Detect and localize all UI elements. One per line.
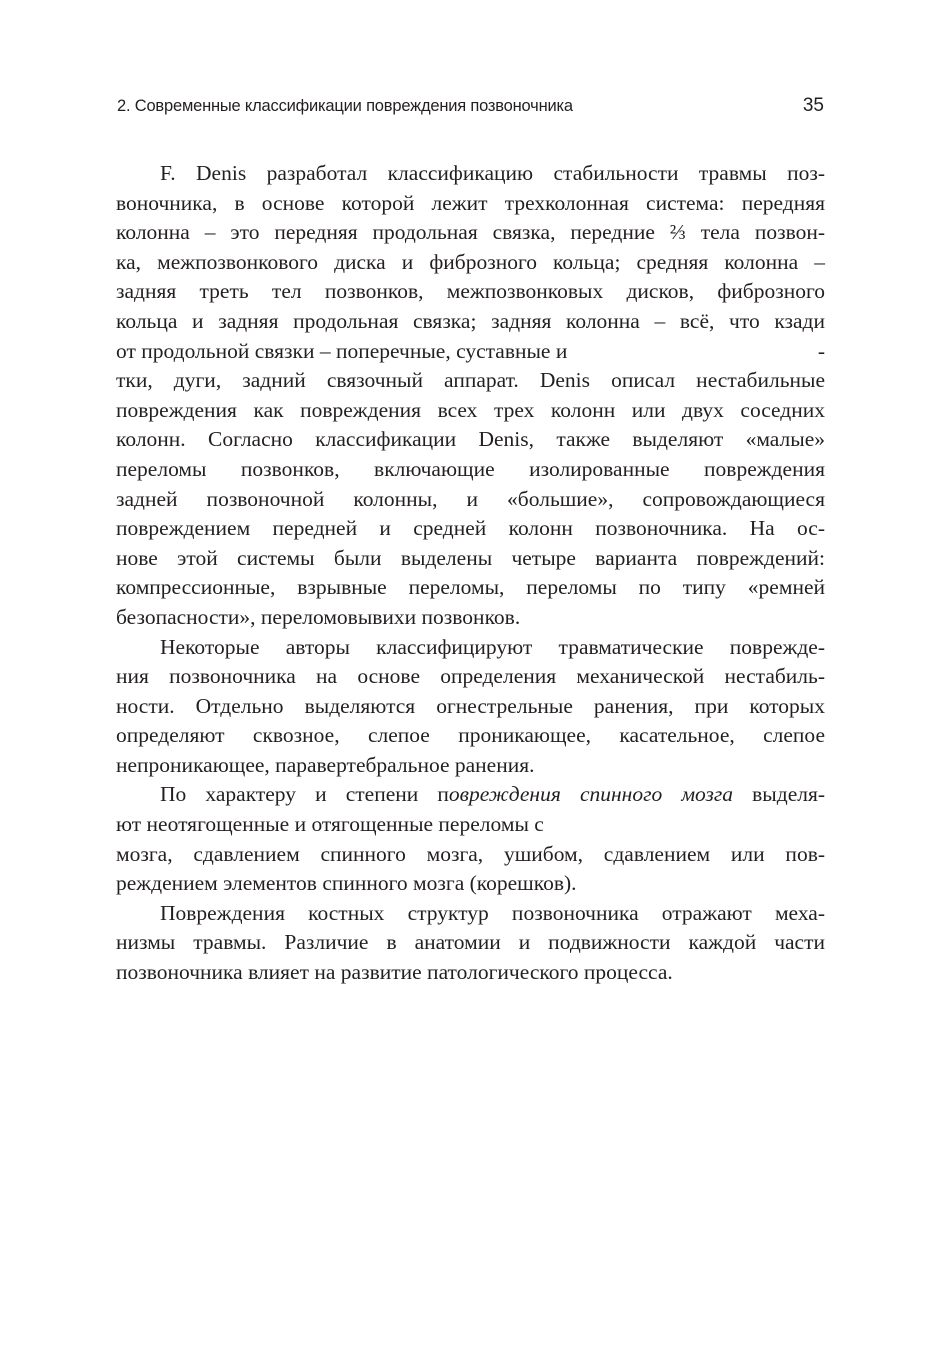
text-line: компрессионные, взрывные переломы, переломы по типу «ремней — [116, 575, 825, 600]
text-line: определяют сквозное, слепое проникающее, касательное, слепое — [116, 723, 825, 748]
paragraph-denis-classification — [116, 159, 825, 633]
text-run: По характеру и степени п — [160, 782, 449, 807]
text-line: ности. Отдельно выделяются огнестрельные ранения, при которых — [116, 693, 825, 718]
text-line-mixed — [116, 780, 825, 810]
text-line: повреждения как повреждения всех трех колонн или двух соседних — [116, 397, 825, 422]
text-line: кольца и задняя продольная связка; задняя колонна – всё, что кзади — [116, 308, 825, 333]
text-line: колонна – это передняя продольная связка, передние ⅔ тела позвон- — [116, 220, 825, 245]
text-line: нове этой системы были выделены четыре варианта повреждений: — [116, 545, 825, 570]
text-line: ка, межпозвонкового диска и фиброзного кольца; средняя колонна – — [116, 249, 825, 274]
text-line: низмы травмы. Различие в анатомии и подвижности каждой части — [116, 930, 825, 955]
text-line: F. Denis разработал классификацию стабильности травмы поз- — [160, 161, 825, 185]
text-line: реждением элементов спинного мозга (корешков). — [116, 871, 577, 896]
text-line: повреждением передней и средней колонн позвоночника. На ос- — [116, 516, 825, 541]
paragraph-mechanical-instability — [116, 633, 825, 781]
text-line: ют неотягощенные и отягощенные переломы с — [116, 812, 544, 837]
running-head — [117, 94, 824, 118]
text-run: выделя- — [733, 782, 826, 807]
text-line: воночника, в основе которой лежит трехколонная система: передняя — [116, 190, 825, 215]
text-line: ния позвоночника на основе определения механической нестабиль- — [116, 664, 825, 689]
paragraph-bone-structures — [116, 899, 825, 988]
text-line: переломы позвонков, включающие изолированные повреждения — [116, 456, 825, 481]
text-line: Некоторые авторы классифицируют травматические поврежде- — [160, 634, 825, 659]
paragraph-spinal-cord-injury — [116, 780, 825, 898]
text-line-hyphen: - — [817, 338, 825, 363]
text-line: непроникающее, паравертебральное ранения. — [116, 752, 535, 777]
italic-term: овреждения спинного мозга — [448, 782, 734, 807]
text-line: позвоночника влияет на развитие патологического процесса. — [116, 960, 673, 985]
body-text — [116, 159, 825, 988]
text-line: колонн. Согласно классификации Denis, также выделяют «малые» — [116, 427, 825, 452]
text-line: мозга, сдавлением спинного мозга, ушибом, сдавлением или пов- — [116, 841, 825, 866]
text-line-left: от продольной связки – поперечные, суставные и — [116, 338, 568, 363]
text-line: задняя треть тел позвонков, межпозвонковых дисков, фиброзного — [116, 279, 825, 304]
running-title: 2. Современные классификации повреждения позвоночника — [117, 97, 573, 115]
text-line-with-gap — [116, 337, 825, 367]
text-line: задней позвоночной колонны, и «большие», сопровождающиеся — [116, 486, 825, 511]
text-line: Повреждения костных структур позвоночника отражают меха- — [160, 900, 825, 925]
text-line: тки, дуги, задний связочный аппарат. Denis описал нестабильные — [116, 368, 825, 393]
text-line: безопасности», переломовывихи позвонков. — [116, 604, 521, 629]
page-number: 35 — [802, 95, 824, 116]
